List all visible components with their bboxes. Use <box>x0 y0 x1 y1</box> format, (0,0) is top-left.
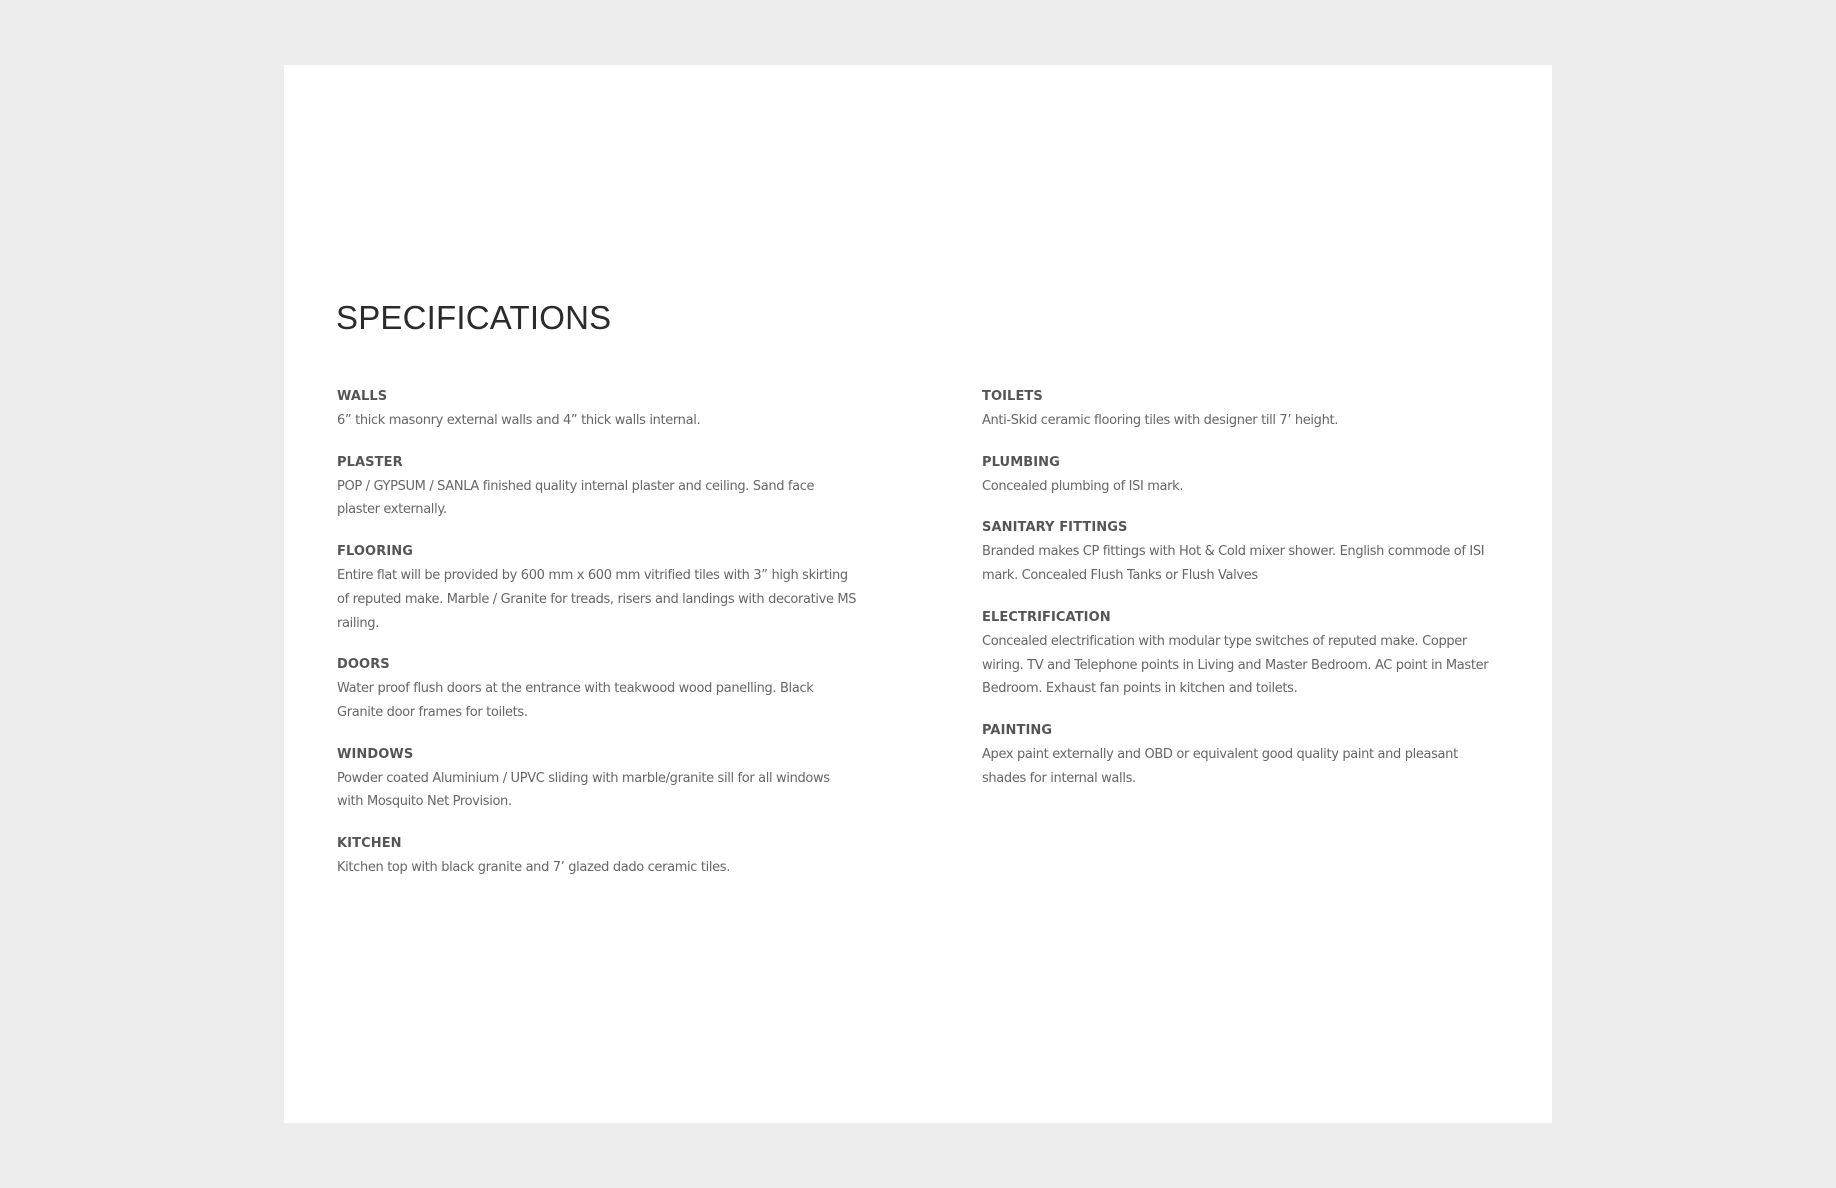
spec-heading: WINDOWS <box>337 746 414 762</box>
spec-heading: SANITARY FITTINGS <box>982 520 1128 536</box>
spec-text: Water proof flush doors at the entrance with teakwood wood panelling. Black Granite door frames for toilets. <box>337 681 814 720</box>
specs-left-column <box>337 385 857 898</box>
spec-text: Concealed electrification with modular type switches of reputed make. Copper wiring. TV and Telephone points in Living and Master Bedroom. AC point in Master Bedroom. Exhaust fan points in kitchen and toilets. <box>982 633 1489 697</box>
spec-heading: KITCHEN <box>337 836 402 852</box>
spec-text: Entire flat will be provided by 600 mm x 600 mm vitrified tiles with 3” high skirting of reputed make. Marble / Granite for treads, risers and landings with decorative MS railing. <box>337 568 857 631</box>
spec-text: Concealed plumbing of ISI mark. <box>982 478 1184 494</box>
spec-flooring <box>337 540 857 635</box>
spec-painting <box>982 719 1502 790</box>
spec-sanitary-fittings <box>982 516 1502 587</box>
spec-text: 6” thick masonry external walls and 4” thick walls internal. <box>337 413 701 428</box>
spec-plumbing <box>982 451 1502 499</box>
spec-heading: DOORS <box>337 657 390 673</box>
page-title: SPECIFICATIONS <box>336 299 612 336</box>
spec-text: POP / GYPSUM / SANLA finished quality internal plaster and ceiling. Sand face plaster externally. <box>337 478 815 518</box>
spec-text: Anti-Skid ceramic flooring tiles with designer till 7’ height. <box>982 413 1339 428</box>
spec-plaster <box>337 451 857 522</box>
spec-electrification <box>982 606 1502 701</box>
spec-heading: ELECTRIFICATION <box>982 609 1111 625</box>
spec-heading: TOILETS <box>982 389 1043 404</box>
spec-kitchen <box>337 832 857 880</box>
specs-right-column <box>982 385 1502 808</box>
spec-toilets <box>982 385 1502 433</box>
spec-doors <box>337 653 857 724</box>
spec-heading: PLUMBING <box>982 454 1060 470</box>
spec-heading: PLASTER <box>337 454 403 470</box>
spec-walls <box>337 385 857 433</box>
spec-text: Powder coated Aluminium / UPVC sliding with marble/granite sill for all windows with Mosquito Net Provision. <box>337 770 830 810</box>
spec-heading: FLOORING <box>337 544 414 560</box>
spec-heading: WALLS <box>337 389 388 404</box>
spec-text: Branded makes CP fittings with Hot & Cold mixer shower. English commode of ISI mark. Concealed Flush Tanks or Flush Valves <box>982 544 1485 584</box>
spec-heading: PAINTING <box>982 722 1053 738</box>
spec-text: Kitchen top with black granite and 7’ glazed dado ceramic tiles. <box>337 860 730 876</box>
spec-text: Apex paint externally and OBD or equivalent good quality paint and pleasant shades for internal walls. <box>982 746 1458 786</box>
document-page <box>284 65 1552 1123</box>
spec-windows <box>337 743 857 814</box>
